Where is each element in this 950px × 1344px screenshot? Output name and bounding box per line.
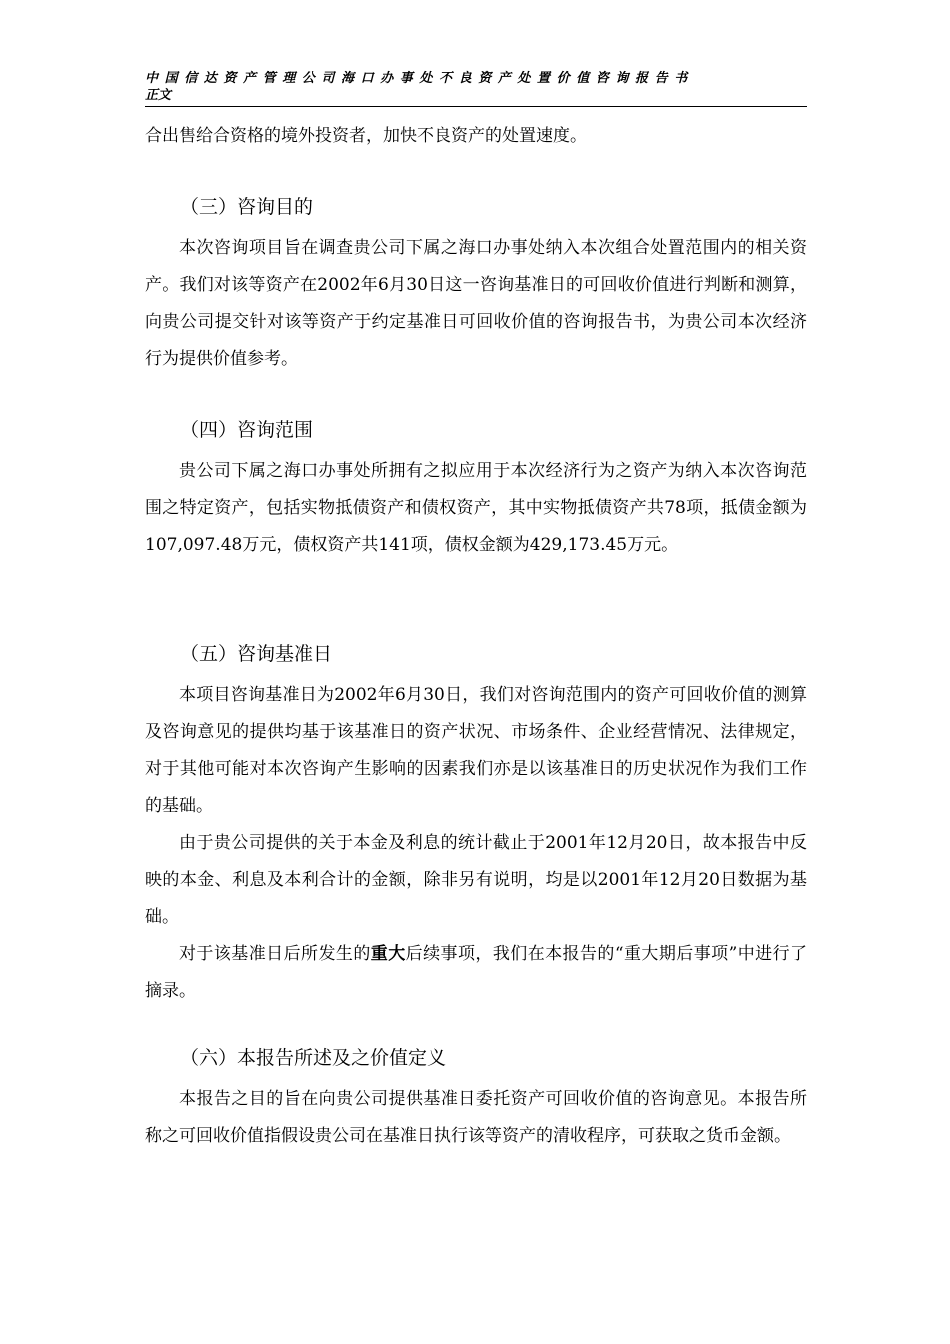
running-header — [145, 70, 807, 104]
section-5-paragraph-3-emphasis: 重大 — [370, 944, 406, 964]
section-6-heading: （六）本报告所述及之价值定义 — [180, 1047, 447, 1069]
header-subtitle: 正文 — [145, 88, 172, 103]
section-6-paragraph: 本报告之目的旨在向贵公司提供基准日委托资产可回收价值的咨询意见。本报告所称之可回收价值指假设贵公司在基准日执行该等资产的清收程序，可获取之货币金额。 — [145, 1089, 807, 1146]
section-3-heading: （三）咨询目的 — [180, 196, 314, 218]
section-3-paragraph: 本次咨询项目旨在调查贵公司下属之海口办事处纳入本次组合处置范围内的相关资产。我们对该等资产在2002年6月30日这一咨询基准日的可回收价值进行判断和测算，向贵公司提交针对该等资产于约定基准日可回收价值的咨询报告书，为贵公司本次经济行为提供价值参考。 — [145, 238, 807, 369]
section-4-paragraph: 贵公司下属之海口办事处所拥有之拟应用于本次经济行为之资产为纳入本次咨询范围之特定资产，包括实物抵债资产和债权资产，其中实物抵债资产共78项，抵债金额为107,097.48万元，债权资产共141项，债权金额为429,173.45万元。 — [145, 461, 807, 555]
section-5-heading: （五）咨询基准日 — [180, 643, 333, 665]
header-divider — [145, 106, 807, 107]
section-5-paragraph-2: 由于贵公司提供的关于本金及利息的统计截止于2001年12月20日，故本报告中反映的本金、利息及本利合计的金额，除非另有说明，均是以2001年12月20日数据为基础。 — [145, 833, 807, 927]
section-5-paragraph-1: 本项目咨询基准日为2002年6月30日，我们对咨询范围内的资产可回收价值的测算及咨询意见的提供均基于该基准日的资产状况、市场条件、企业经营情况、法律规定，对于其他可能对本次咨询产生影响的因素我们亦是以该基准日的历史状况作为我们工作的基础。 — [145, 685, 807, 816]
section-5-paragraph-3 — [145, 936, 807, 1010]
section-5-paragraph-3-start: 对于该基准日后所发生的 — [179, 944, 371, 964]
intro-paragraph: 合出售给合资格的境外投资者，加快不良资产的处置速度。 — [145, 126, 587, 146]
section-5-paragraph-3-end: 后续事项，我们在本报告的“重大期后事项”中进行了摘录。 — [145, 944, 808, 1001]
section-4-heading: （四）咨询范围 — [180, 419, 314, 441]
header-title: 中国信达资产管理公司海口办事处不良资产处置价值咨询报告书 — [145, 71, 694, 86]
